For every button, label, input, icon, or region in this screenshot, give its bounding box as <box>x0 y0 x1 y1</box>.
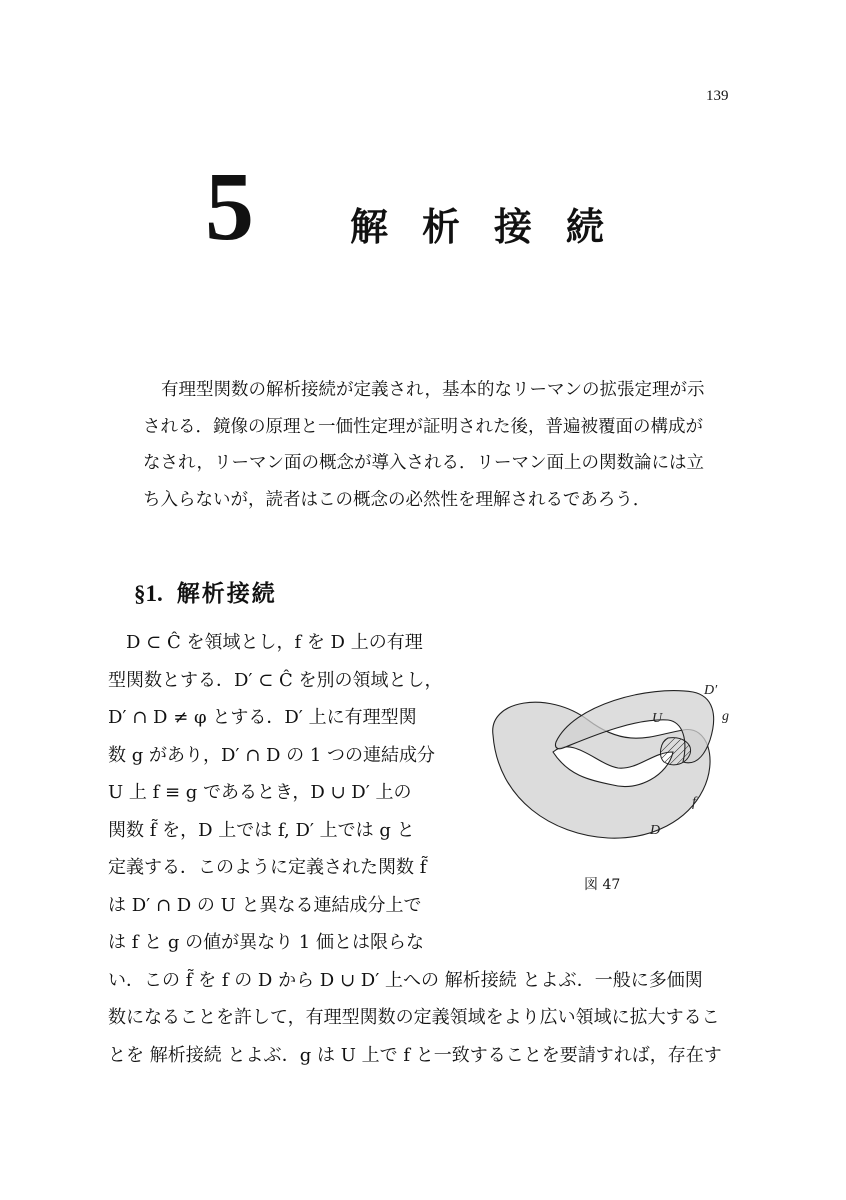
body-line: D′ ∩ D ≠ φ とする．D′ 上に有理型関 <box>108 707 417 728</box>
section-number: §1. <box>134 581 163 606</box>
body-line: とを 解析接続 とよぶ．g は U 上で f と一致することを要請すれば，存在す <box>108 1044 722 1066</box>
hatched-component <box>661 738 691 765</box>
abstract-line: される．鏡像の原理と一価性定理が証明された後，普遍被覆面の構成が <box>143 416 703 437</box>
chapter-abstract <box>143 372 743 518</box>
body-line: U 上 f ≡ g であるとき，D ∪ D′ 上の <box>108 782 412 803</box>
body-line: 数になることを許して，有理型関数の定義領域をより広い領域に拡大するこ <box>108 1007 720 1028</box>
domain-diagram <box>478 680 748 860</box>
label-u: U <box>652 711 663 726</box>
body-line: い．この f̃ を f の D から D ∪ D′ 上への 解析接続 とよぶ．一般に多価関 <box>108 969 703 991</box>
body-line: は f と g の値が異なり 1 価とは限らな <box>108 932 424 953</box>
section-title: 解析接続 <box>176 580 277 607</box>
chapter-title: 解析接続 <box>350 204 639 249</box>
abstract-line: ち入らないが，読者はこの概念の必然性を理解されるであろう． <box>143 489 651 510</box>
abstract-line: なされ，リーマン面の概念が導入される．リーマン面上の関数論には立 <box>143 453 705 473</box>
label-d: D <box>650 823 661 838</box>
label-f: f <box>692 795 696 810</box>
body-line: 定義する．このように定義された関数 f̃ <box>108 857 427 878</box>
body-line: D ⊂ Ĉ を領域とし，f を D 上の有理 <box>126 632 423 653</box>
figure-caption: 図 47 <box>584 877 621 893</box>
chapter-number: 5 <box>205 153 254 261</box>
abstract-line: 有理型関数の解析接続が定義され，基本的なリーマンの拡張定理が示 <box>161 380 705 400</box>
body-line: 数 g があり，D′ ∩ D の 1 つの連結成分 <box>108 744 436 766</box>
body-line: 関数 f̃ を，D 上では f, D′ 上では g と <box>108 819 415 841</box>
body-line: 型関数とする．D′ ⊂ Ĉ を別の領域とし， <box>108 669 443 691</box>
body-line: は D′ ∩ D の U と異なる連結成分上で <box>108 894 422 916</box>
label-d-prime: D′ <box>704 683 718 698</box>
page-number: 139 <box>706 88 729 104</box>
figure-47 <box>478 680 748 860</box>
section-heading <box>134 575 277 608</box>
label-g: g <box>722 709 729 724</box>
